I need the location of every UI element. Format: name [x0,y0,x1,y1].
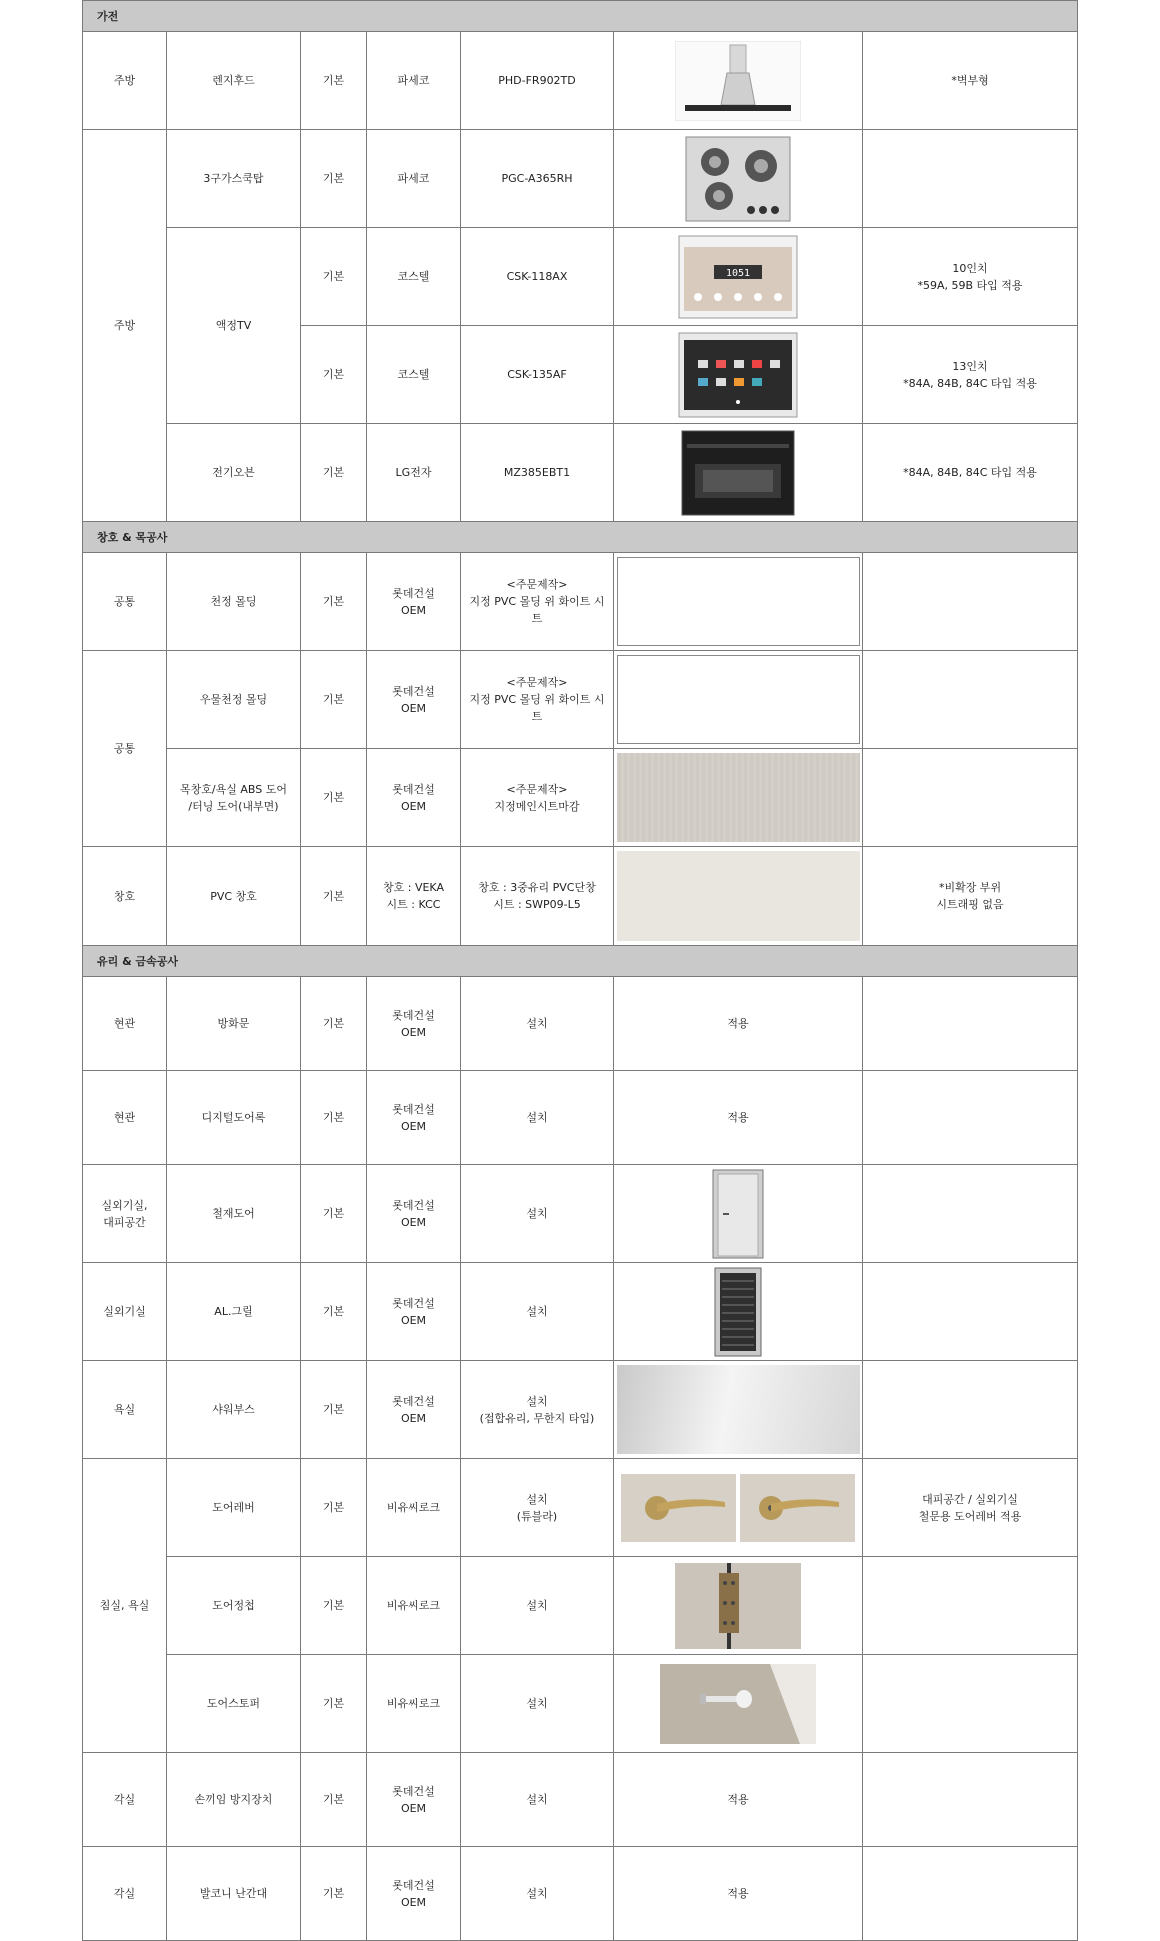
item-cell: 도어레버 [167,1459,301,1557]
grade-cell: 기본 [301,1557,367,1655]
steel-door-photo [616,1169,860,1259]
ivory-sheet-swatch [617,851,860,941]
table-row [83,1847,1078,1941]
maker-cell: 롯데건설 OEM [367,1071,461,1165]
space-cell: 침실, 욕실 [83,1459,167,1753]
table-row [83,553,1078,651]
grade-cell: 기본 [301,1655,367,1753]
maker-cell: 롯데건설 OEM [367,749,461,847]
model-cell: <주문제작> 지정 PVC 몰딩 위 화이트 시트 [461,553,614,651]
table-row [83,1459,1078,1557]
wallpad-clock-text: 1051 [725,267,751,279]
item-cell: 발코니 난간대 [167,1847,301,1941]
grade-cell: 기본 [301,326,367,424]
table-row [83,1165,1078,1263]
item-cell: 방화문 [167,977,301,1071]
maker-cell: 비유씨로크 [367,1459,461,1557]
product-image-cell [614,1361,863,1459]
note-cell: 13인치 *84A, 84B, 84C 타입 적용 [863,326,1078,424]
grade-cell: 기본 [301,1165,367,1263]
grade-cell: 기본 [301,847,367,946]
product-image-cell [614,847,863,946]
product-image-cell [614,32,863,130]
model-cell: 설치 (튜블라) [461,1459,614,1557]
white-sheet-swatch [617,557,860,646]
note-cell: *비확장 부위 시트래핑 없음 [863,847,1078,946]
item-cell: 전기오븐 [167,424,301,522]
maker-cell: 비유씨로크 [367,1557,461,1655]
item-cell: AL.그릴 [167,1263,301,1361]
note-cell [863,749,1078,847]
product-image-cell [614,1165,863,1263]
grade-cell: 기본 [301,651,367,749]
grade-cell: 기본 [301,1263,367,1361]
section-header-glass-metal: 유리 & 금속공사 [83,946,1078,977]
item-cell: 손끼임 방지장치 [167,1753,301,1847]
table-row [83,228,1078,326]
table-row [83,847,1078,946]
model-cell: 설치 [461,977,614,1071]
product-image-cell [614,1655,863,1753]
grade-cell: 기본 [301,977,367,1071]
note-cell [863,1361,1078,1459]
maker-cell: 롯데건설 OEM [367,1753,461,1847]
model-cell: PHD-FR902TD [461,32,614,130]
space-cell: 실외기실 [83,1263,167,1361]
finish-spec-table [82,0,1078,1941]
door-hinge-photo [616,1563,860,1649]
table-row [83,1557,1078,1655]
maker-cell: 코스텔 [367,228,461,326]
space-cell: 현관 [83,1071,167,1165]
table-row [83,1071,1078,1165]
item-cell: 렌지후드 [167,32,301,130]
model-cell: 설치 [461,1655,614,1753]
space-cell: 각실 [83,1847,167,1941]
model-cell: CSK-118AX [461,228,614,326]
product-image-cell [614,228,863,326]
note-cell [863,1753,1078,1847]
space-cell: 실외기실, 대피공간 [83,1165,167,1263]
maker-cell: 롯데건설 OEM [367,553,461,651]
grade-cell: 기본 [301,424,367,522]
model-cell: 설치 [461,1263,614,1361]
product-image-cell [614,424,863,522]
maker-cell: 롯데건설 OEM [367,651,461,749]
product-image-cell [614,1557,863,1655]
grade-cell: 기본 [301,130,367,228]
maker-cell: 파세코 [367,130,461,228]
door-lever-photo [616,1474,860,1542]
al-grill-photo [616,1267,860,1357]
note-cell [863,977,1078,1071]
note-cell: *벽부형 [863,32,1078,130]
note-cell [863,1071,1078,1165]
model-cell: 설치 (접합유리, 무한지 타입) [461,1361,614,1459]
note-cell: *84A, 84B, 84C 타입 적용 [863,424,1078,522]
space-cell: 창호 [83,847,167,946]
grade-cell: 기본 [301,1071,367,1165]
grade-cell: 기본 [301,1847,367,1941]
item-cell: 철재도어 [167,1165,301,1263]
grade-cell: 기본 [301,749,367,847]
section-header-appliances: 가전 [83,1,1078,32]
spec-sheet [82,0,1077,1941]
note-cell: 10인치 *59A, 59B 타입 적용 [863,228,1078,326]
product-image-cell [614,553,863,651]
wallpad-13inch-photo [616,332,860,418]
note-cell [863,130,1078,228]
product-image-cell [614,326,863,424]
image-cell-text: 적용 [614,1071,863,1165]
space-cell: 욕실 [83,1361,167,1459]
model-cell: 설치 [461,1753,614,1847]
model-cell: 설치 [461,1847,614,1941]
image-cell-text: 적용 [614,977,863,1071]
table-row [83,1361,1078,1459]
image-cell-text: 적용 [614,1847,863,1941]
wallpad-10inch-photo [616,235,860,319]
note-cell [863,1165,1078,1263]
maker-cell: 창호 : VEKA 시트 : KCC [367,847,461,946]
model-cell: 설치 [461,1557,614,1655]
table-row [83,32,1078,130]
white-sheet-swatch [617,655,860,744]
note-cell [863,553,1078,651]
product-image-cell [614,651,863,749]
electric-oven-photo [616,430,860,516]
maker-cell: 롯데건설 OEM [367,1847,461,1941]
note-cell [863,1847,1078,1941]
space-cell: 주방 [83,130,167,522]
maker-cell: 롯데건설 OEM [367,1165,461,1263]
note-cell [863,1557,1078,1655]
model-cell: 설치 [461,1071,614,1165]
model-cell: MZ385EBT1 [461,424,614,522]
grade-cell: 기본 [301,1361,367,1459]
item-cell: 3구가스쿡탑 [167,130,301,228]
section-header-windows-wood: 창호 & 목공사 [83,522,1078,553]
model-cell: PGC-A365RH [461,130,614,228]
range-hood-photo [616,41,860,121]
model-cell: <주문제작> 지정 PVC 몰딩 위 화이트 시트 [461,651,614,749]
grade-cell: 기본 [301,1753,367,1847]
space-cell: 공통 [83,553,167,651]
grade-cell: 기본 [301,1459,367,1557]
item-cell: 도어정첩 [167,1557,301,1655]
item-cell: 도어스토퍼 [167,1655,301,1753]
table-row [83,977,1078,1071]
glass-swatch [617,1365,860,1454]
table-row [83,1263,1078,1361]
space-cell: 공통 [83,651,167,847]
item-cell: 우물천정 몰딩 [167,651,301,749]
table-row [83,424,1078,522]
grade-cell: 기본 [301,228,367,326]
maker-cell: 파세코 [367,32,461,130]
table-row [83,1655,1078,1753]
product-image-cell [614,749,863,847]
item-cell: 천정 몰딩 [167,553,301,651]
product-image-cell [614,130,863,228]
maker-cell: 롯데건설 OEM [367,977,461,1071]
maker-cell: LG전자 [367,424,461,522]
maker-cell: 롯데건설 OEM [367,1263,461,1361]
table-row [83,1753,1078,1847]
maker-cell: 코스텔 [367,326,461,424]
grade-cell: 기본 [301,553,367,651]
model-cell: CSK-135AF [461,326,614,424]
item-cell: 디지털도어록 [167,1071,301,1165]
note-cell [863,1263,1078,1361]
table-row [83,130,1078,228]
maker-cell: 롯데건설 OEM [367,1361,461,1459]
space-cell: 각실 [83,1753,167,1847]
table-row [83,749,1078,847]
product-image-cell [614,1263,863,1361]
space-cell: 주방 [83,32,167,130]
model-cell: <주문제작> 지정메인시트마감 [461,749,614,847]
model-cell: 창호 : 3중유리 PVC단창 시트 : SWP09-L5 [461,847,614,946]
model-cell: 설치 [461,1165,614,1263]
gas-cooktop-photo [616,136,860,222]
image-cell-text: 적용 [614,1753,863,1847]
item-cell: 액정TV [167,228,301,424]
space-cell: 현관 [83,977,167,1071]
product-image-cell [614,1459,863,1557]
note-cell: 대피공간 / 실외기실 철문용 도어레버 적용 [863,1459,1078,1557]
table-row [83,651,1078,749]
door-stopper-photo [616,1664,860,1744]
item-cell: PVC 창호 [167,847,301,946]
note-cell [863,651,1078,749]
grade-cell: 기본 [301,32,367,130]
item-cell: 목창호/욕실 ABS 도어 /터닝 도어(내부면) [167,749,301,847]
note-cell [863,1655,1078,1753]
maker-cell: 비유씨로크 [367,1655,461,1753]
item-cell: 샤워부스 [167,1361,301,1459]
grey-wood-swatch [617,753,860,842]
